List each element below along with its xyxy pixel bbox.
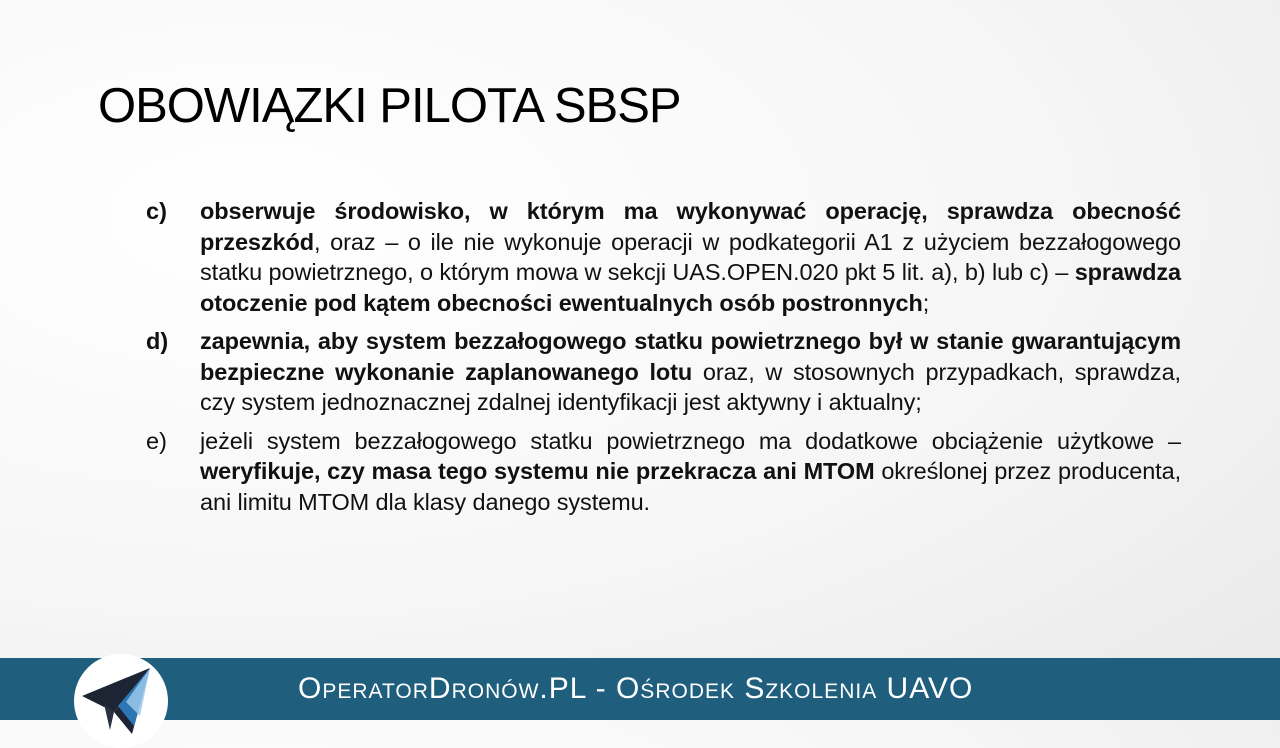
item-text (200, 196, 1181, 318)
item-text (200, 326, 1181, 418)
item-marker: e) (146, 427, 167, 454)
list-item-e (146, 426, 1181, 518)
bold-segment: zapewnia, aby system bezzałogowego statku powietrznego był w stanie gwarantującym bezpieczne wykonanie zaplanowanego lotu (200, 328, 1181, 385)
list-item-d (146, 326, 1181, 418)
bold-segment: weryfikuje, czy masa tego systemu nie przekracza ani MTOM (200, 458, 875, 484)
text-segment: oraz, w stosownych przypadkach, sprawdza, czy system jednoznacznej zdalnej identyfikacji jest aktywny i aktualny; (200, 358, 1181, 415)
item-text (200, 426, 1181, 518)
slide-title: OBOWIĄZKI PILOTA SBSP (98, 79, 681, 133)
logo (74, 654, 168, 748)
list-item-c (146, 196, 1181, 318)
text-segment: , oraz – o ile nie wykonuje operacji w podkategorii A1 z użyciem bezzałogowego statku powietrznego, o którym mowa w sekcji UAS.OPEN.020 pkt 5 lit. a), b) lub c) – (200, 228, 1181, 285)
bold-segment: obserwuje środowisko, w którym ma wykonywać operację, sprawdza obecność przeszkód (200, 198, 1181, 255)
footer-text: OperatorDronów.PL - Ośrodek Szkolenia UAVO (298, 672, 974, 705)
bold-segment: sprawdza otoczenie pod kątem obecności ewentualnych osób postronnych (200, 259, 1181, 316)
paper-plane-drone-icon (74, 654, 168, 748)
text-segment: określonej przez producenta, ani limitu MTOM dla klasy danego systemu. (200, 458, 1181, 515)
text-segment: ; (922, 289, 930, 316)
text-segment: jeżeli system bezzałogowego statku powietrznego ma dodatkowe obciążenie użytkowe – (200, 427, 1181, 454)
item-marker: d) (146, 328, 169, 354)
obligations-list (146, 196, 1181, 525)
item-marker: c) (146, 198, 167, 224)
